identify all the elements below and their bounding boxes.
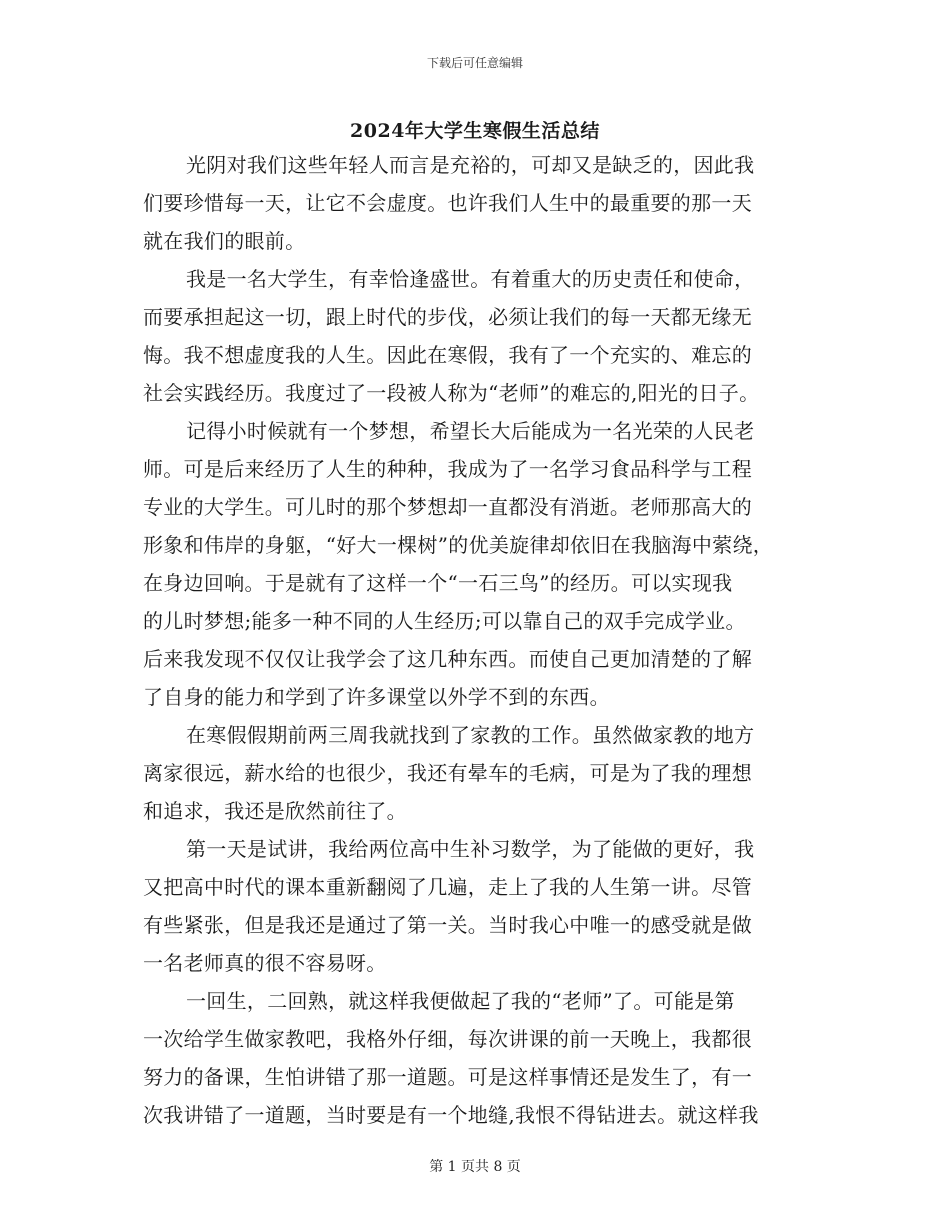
text-line: 又把高中时代的课本重新翻阅了几遍，走上了我的人生第一讲。尽管 [143, 875, 752, 899]
paragraph [143, 834, 803, 986]
text-line: 有些紧张，但是我还是通过了第一关。当时我心中唯一的感受就是做 [143, 913, 752, 937]
text-line: 次我讲错了一道题，当时要是有一个地缝,我恨不得钻进去。就这样我 [143, 1103, 759, 1127]
page-header: 下载后可任意编辑 [426, 56, 523, 70]
text-line: 离家很远，薪水给的也很少，我还有晕车的毛病，可是为了我的理想 [143, 761, 752, 785]
text-line: 一次给学生做家教吧，我格外仔细，每次讲课的前一天晚上，我都很 [143, 1027, 752, 1051]
text-line: 师。可是后来经历了人生的种种，我成为了一名学习食品科学与工程 [143, 457, 752, 481]
text-line: 而要承担起这一切，跟上时代的步伐，必须让我们的每一天都无缘无 [143, 305, 752, 329]
text-line: 和追求，我还是欣然前往了。 [143, 799, 407, 823]
text-line: 了自身的能力和学到了许多课堂以外学不到的东西。 [143, 685, 610, 709]
document-title: 2024年大学生寒假生活总结 [350, 120, 600, 142]
paragraph [143, 264, 803, 416]
text-line: 悔。我不想虚度我的人生。因此在寒假，我有了一个充实的、难忘的 [143, 343, 752, 367]
text-line: 努力的备课，生怕讲错了那一道题。可是这样事情还是发生了，有一 [143, 1065, 752, 1089]
text-line: 第一天是试讲，我给两位高中生补习数学，为了能做的更好，我 [186, 837, 755, 861]
text-line: 一回生，二回熟，就这样我便做起了我的“老师”了。可能是第 [186, 989, 735, 1013]
paragraph [143, 150, 803, 264]
text-line: 记得小时候就有一个梦想，希望长大后能成为一名光荣的人民老 [186, 419, 755, 443]
text-line: 一名老师真的很不容易呀。 [143, 951, 387, 975]
text-line: 们要珍惜每一天，让它不会虚度。也许我们人生中的最重要的那一天 [143, 191, 752, 215]
paragraph [143, 416, 803, 720]
text-line: 我是一名大学生，有幸恰逢盛世。有着重大的历史责任和使命， [186, 267, 755, 291]
text-line: 就在我们的眼前。 [143, 229, 306, 253]
text-line: 专业的大学生。可儿时的那个梦想却一直都没有消逝。老师那高大的 [143, 495, 752, 519]
text-line: 的儿时梦想;能多一种不同的人生经历;可以靠自己的双手完成学业。 [143, 609, 746, 633]
text-line: 在身边回响。于是就有了这样一个“一石三鸟”的经历。可以实现我 [143, 571, 733, 595]
page-number: 第 1 页共 8 页 [429, 1159, 521, 1175]
text-line: 形象和伟岸的身躯，“好大一棵树”的优美旋律却依旧在我脑海中萦绕， [143, 533, 774, 557]
document-body [143, 150, 803, 1138]
text-line: 后来我发现不仅仅让我学会了这几种东西。而使自己更加清楚的了解 [143, 647, 752, 671]
text-line: 社会实践经历。我度过了一段被人称为“老师”的难忘的,阳光的日子。 [143, 381, 760, 405]
paragraph [143, 986, 803, 1138]
text-line: 光阴对我们这些年轻人而言是充裕的，可却又是缺乏的，因此我 [186, 153, 755, 177]
paragraph [143, 720, 803, 834]
text-line: 在寒假假期前两三周我就找到了家教的工作。虽然做家教的地方 [186, 723, 755, 747]
